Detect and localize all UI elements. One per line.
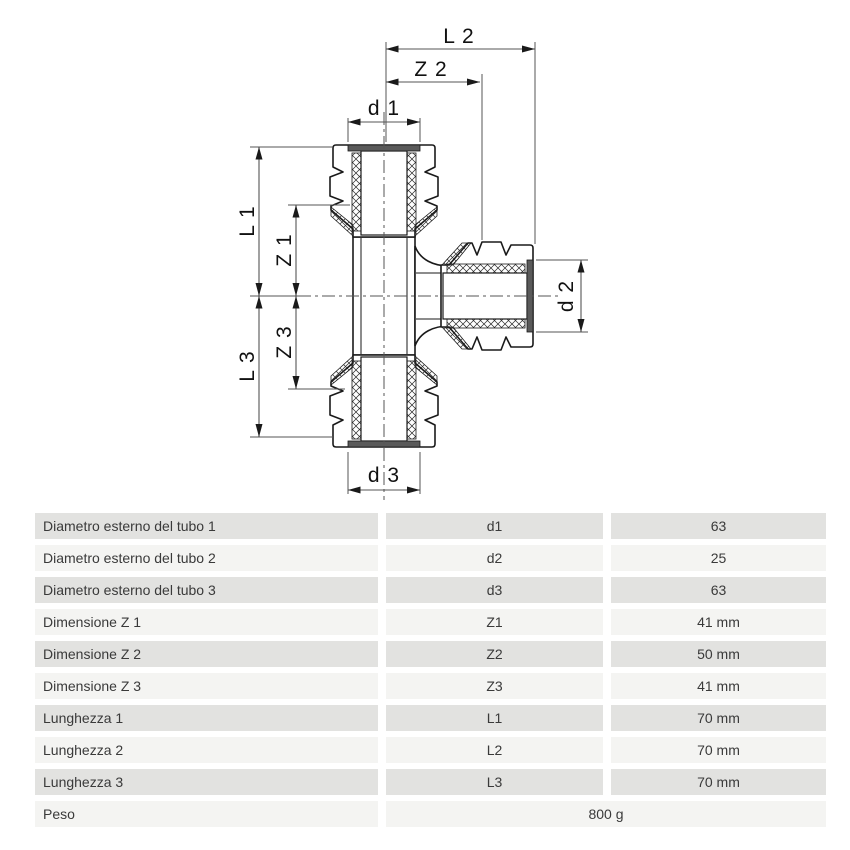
dim-label-d1: d 1 bbox=[367, 97, 401, 120]
spec-label-cell: Peso bbox=[35, 801, 378, 827]
spec-label-cell: Diametro esterno del tubo 1 bbox=[35, 513, 378, 539]
spec-label-cell: Dimensione Z 1 bbox=[35, 609, 378, 635]
spec-symbol-cell: Z1 bbox=[386, 609, 603, 635]
spec-label-cell: Dimensione Z 3 bbox=[35, 673, 378, 699]
spec-value-cell: 70 mm bbox=[611, 769, 826, 795]
spec-symbol-cell: L1 bbox=[386, 705, 603, 731]
spec-value-cell: 41 mm bbox=[611, 673, 826, 699]
spec-value-cell: 70 mm bbox=[611, 737, 826, 763]
dim-label-Z2: Z 2 bbox=[414, 58, 448, 81]
spec-value-cell: 50 mm bbox=[611, 641, 826, 667]
spec-label-cell: Lunghezza 1 bbox=[35, 705, 378, 731]
dim-label-L1: L 1 bbox=[236, 205, 259, 237]
spec-symbol-cell: d2 bbox=[386, 545, 603, 571]
spec-table bbox=[35, 513, 826, 827]
spec-value-cell: 41 mm bbox=[611, 609, 826, 635]
spec-value-cell: 70 mm bbox=[611, 705, 826, 731]
spec-symbol-cell: Z3 bbox=[386, 673, 603, 699]
spec-label-cell: Diametro esterno del tubo 3 bbox=[35, 577, 378, 603]
spec-label-cell: Lunghezza 2 bbox=[35, 737, 378, 763]
spec-value-cell: 63 bbox=[611, 513, 826, 539]
spec-value-cell: 63 bbox=[611, 577, 826, 603]
spec-symbol-cell: d1 bbox=[386, 513, 603, 539]
spec-label-cell: Dimensione Z 2 bbox=[35, 641, 378, 667]
spec-value-cell: 25 bbox=[611, 545, 826, 571]
spec-value-cell: 800 g bbox=[386, 801, 826, 827]
spec-symbol-cell: d3 bbox=[386, 577, 603, 603]
dim-label-L3: L 3 bbox=[236, 350, 259, 382]
dim-label-Z1: Z 1 bbox=[273, 233, 296, 267]
dim-label-d3: d 3 bbox=[367, 464, 401, 487]
spec-label-cell: Diametro esterno del tubo 2 bbox=[35, 545, 378, 571]
spec-symbol-cell: Z2 bbox=[386, 641, 603, 667]
spec-symbol-cell: L2 bbox=[386, 737, 603, 763]
dim-label-L2: L 2 bbox=[443, 25, 475, 48]
spec-symbol-cell: L3 bbox=[386, 769, 603, 795]
dim-label-Z3: Z 3 bbox=[273, 325, 296, 359]
dim-label-d2: d 2 bbox=[555, 279, 578, 313]
spec-label-cell: Lunghezza 3 bbox=[35, 769, 378, 795]
